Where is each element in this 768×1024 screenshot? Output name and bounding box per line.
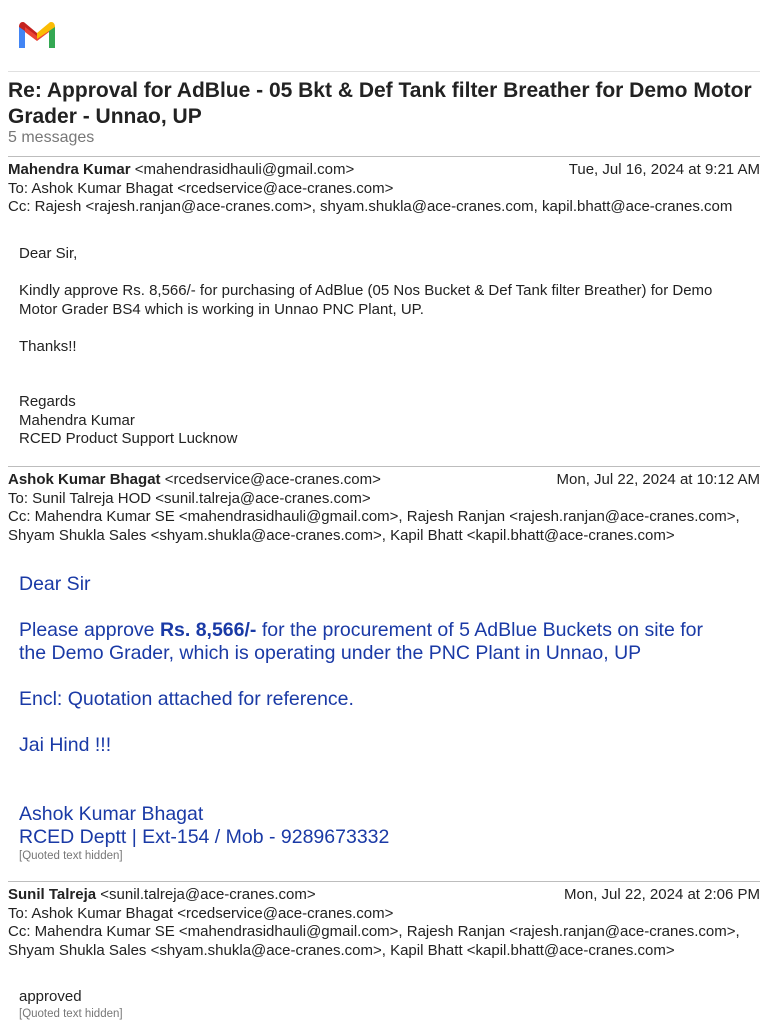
message-date: Mon, Jul 22, 2024 at 10:12 AM bbox=[556, 471, 760, 488]
message-body bbox=[19, 573, 730, 864]
enclosure-note: Encl: Quotation attached for reference. bbox=[19, 688, 354, 710]
message-date: Tue, Jul 16, 2024 at 9:21 AM bbox=[568, 161, 760, 178]
message-body bbox=[19, 245, 738, 449]
body-paragraph: Please approve Rs. 8,566/- for the procurement of 5 AdBlue Buckets on site for the Demo Grader, which is operating under the PNC Plant in Unnao, UP bbox=[19, 619, 703, 664]
body-paragraph: Kindly approve Rs. 8,566/- for purchasing of AdBlue (05 Nos Bucket & Def Tank filter Breather) for Demo Motor Grader BS4 which is working in Unnao PNC Plant, UP. bbox=[19, 282, 713, 318]
sender-name[interactable]: Ashok Kumar Bhagat bbox=[8, 471, 161, 488]
body-paragraph: approved bbox=[19, 988, 82, 1005]
signature-name: Mahendra Kumar bbox=[19, 411, 135, 429]
greeting: Dear Sir bbox=[19, 573, 91, 595]
greeting: Dear Sir, bbox=[19, 245, 78, 262]
to-line: To: Sunil Talreja HOD <sunil.talreja@ace-cranes.com> bbox=[8, 489, 371, 507]
message-header bbox=[8, 161, 760, 217]
message-body bbox=[19, 988, 738, 1022]
closing: Jai Hind !!! bbox=[19, 734, 112, 756]
sender-name[interactable]: Sunil Talreja bbox=[8, 886, 97, 903]
cc-line: Cc: Rajesh <rajesh.ranjan@ace-cranes.com>, shyam.shukla@ace-cranes.com, kapil.bhatt@ace-cranes.com bbox=[8, 198, 733, 215]
approve-amount: Rs. 8,566/- bbox=[159, 619, 257, 641]
signature-dept: RCED Deptt | Ext-154 / Mob - 9289673332 bbox=[19, 826, 390, 848]
message-divider bbox=[8, 466, 760, 467]
signature-dept: RCED Product Support Lucknow bbox=[19, 430, 238, 447]
quoted-text-hidden[interactable]: [Quoted text hidden] bbox=[19, 850, 123, 862]
message-header bbox=[8, 471, 760, 545]
message-divider bbox=[8, 881, 760, 882]
signature-name: Ashok Kumar Bhagat bbox=[19, 803, 204, 825]
sender-email: <rcedservice@ace-cranes.com> bbox=[164, 471, 381, 488]
sender-name[interactable]: Mahendra Kumar bbox=[8, 161, 131, 178]
body-thanks: Thanks!! bbox=[19, 337, 77, 355]
header-divider bbox=[8, 71, 760, 72]
thread-subject: Re: Approval for AdBlue - 05 Bkt & Def Tank filter Breather for Demo Motor Grader - Unnao, UP bbox=[8, 79, 752, 128]
gmail-logo-icon bbox=[16, 18, 58, 50]
signature-regards: Regards bbox=[19, 393, 76, 410]
message-divider bbox=[8, 156, 760, 157]
sender-email: <mahendrasidhauli@gmail.com> bbox=[134, 161, 355, 178]
message-header bbox=[8, 886, 760, 960]
to-line: To: Ashok Kumar Bhagat <rcedservice@ace-cranes.com> bbox=[8, 179, 394, 197]
cc-line: Cc: Mahendra Kumar SE <mahendrasidhauli@gmail.com>, Rajesh Ranjan <rajesh.ranjan@ace-cranes.com>, Shyam Shukla Sales <shyam.shukla@ace-cranes.com>, Kapil Bhatt <kapil.bhatt@ace-cranes.com> bbox=[8, 923, 740, 959]
to-line: To: Ashok Kumar Bhagat <rcedservice@ace-cranes.com> bbox=[8, 904, 394, 922]
quoted-text-hidden[interactable]: [Quoted text hidden] bbox=[19, 1007, 123, 1020]
sender-email: <sunil.talreja@ace-cranes.com> bbox=[100, 886, 316, 903]
message-date: Mon, Jul 22, 2024 at 2:06 PM bbox=[564, 886, 760, 903]
cc-line: Cc: Mahendra Kumar SE <mahendrasidhauli@gmail.com>, Rajesh Ranjan <rajesh.ranjan@ace-cranes.com>, Shyam Shukla Sales <shyam.shukla@ace-cranes.com>, Kapil Bhatt <kapil.bhatt@ace-cranes.com> bbox=[8, 508, 740, 544]
message-count: 5 messages bbox=[8, 129, 95, 146]
